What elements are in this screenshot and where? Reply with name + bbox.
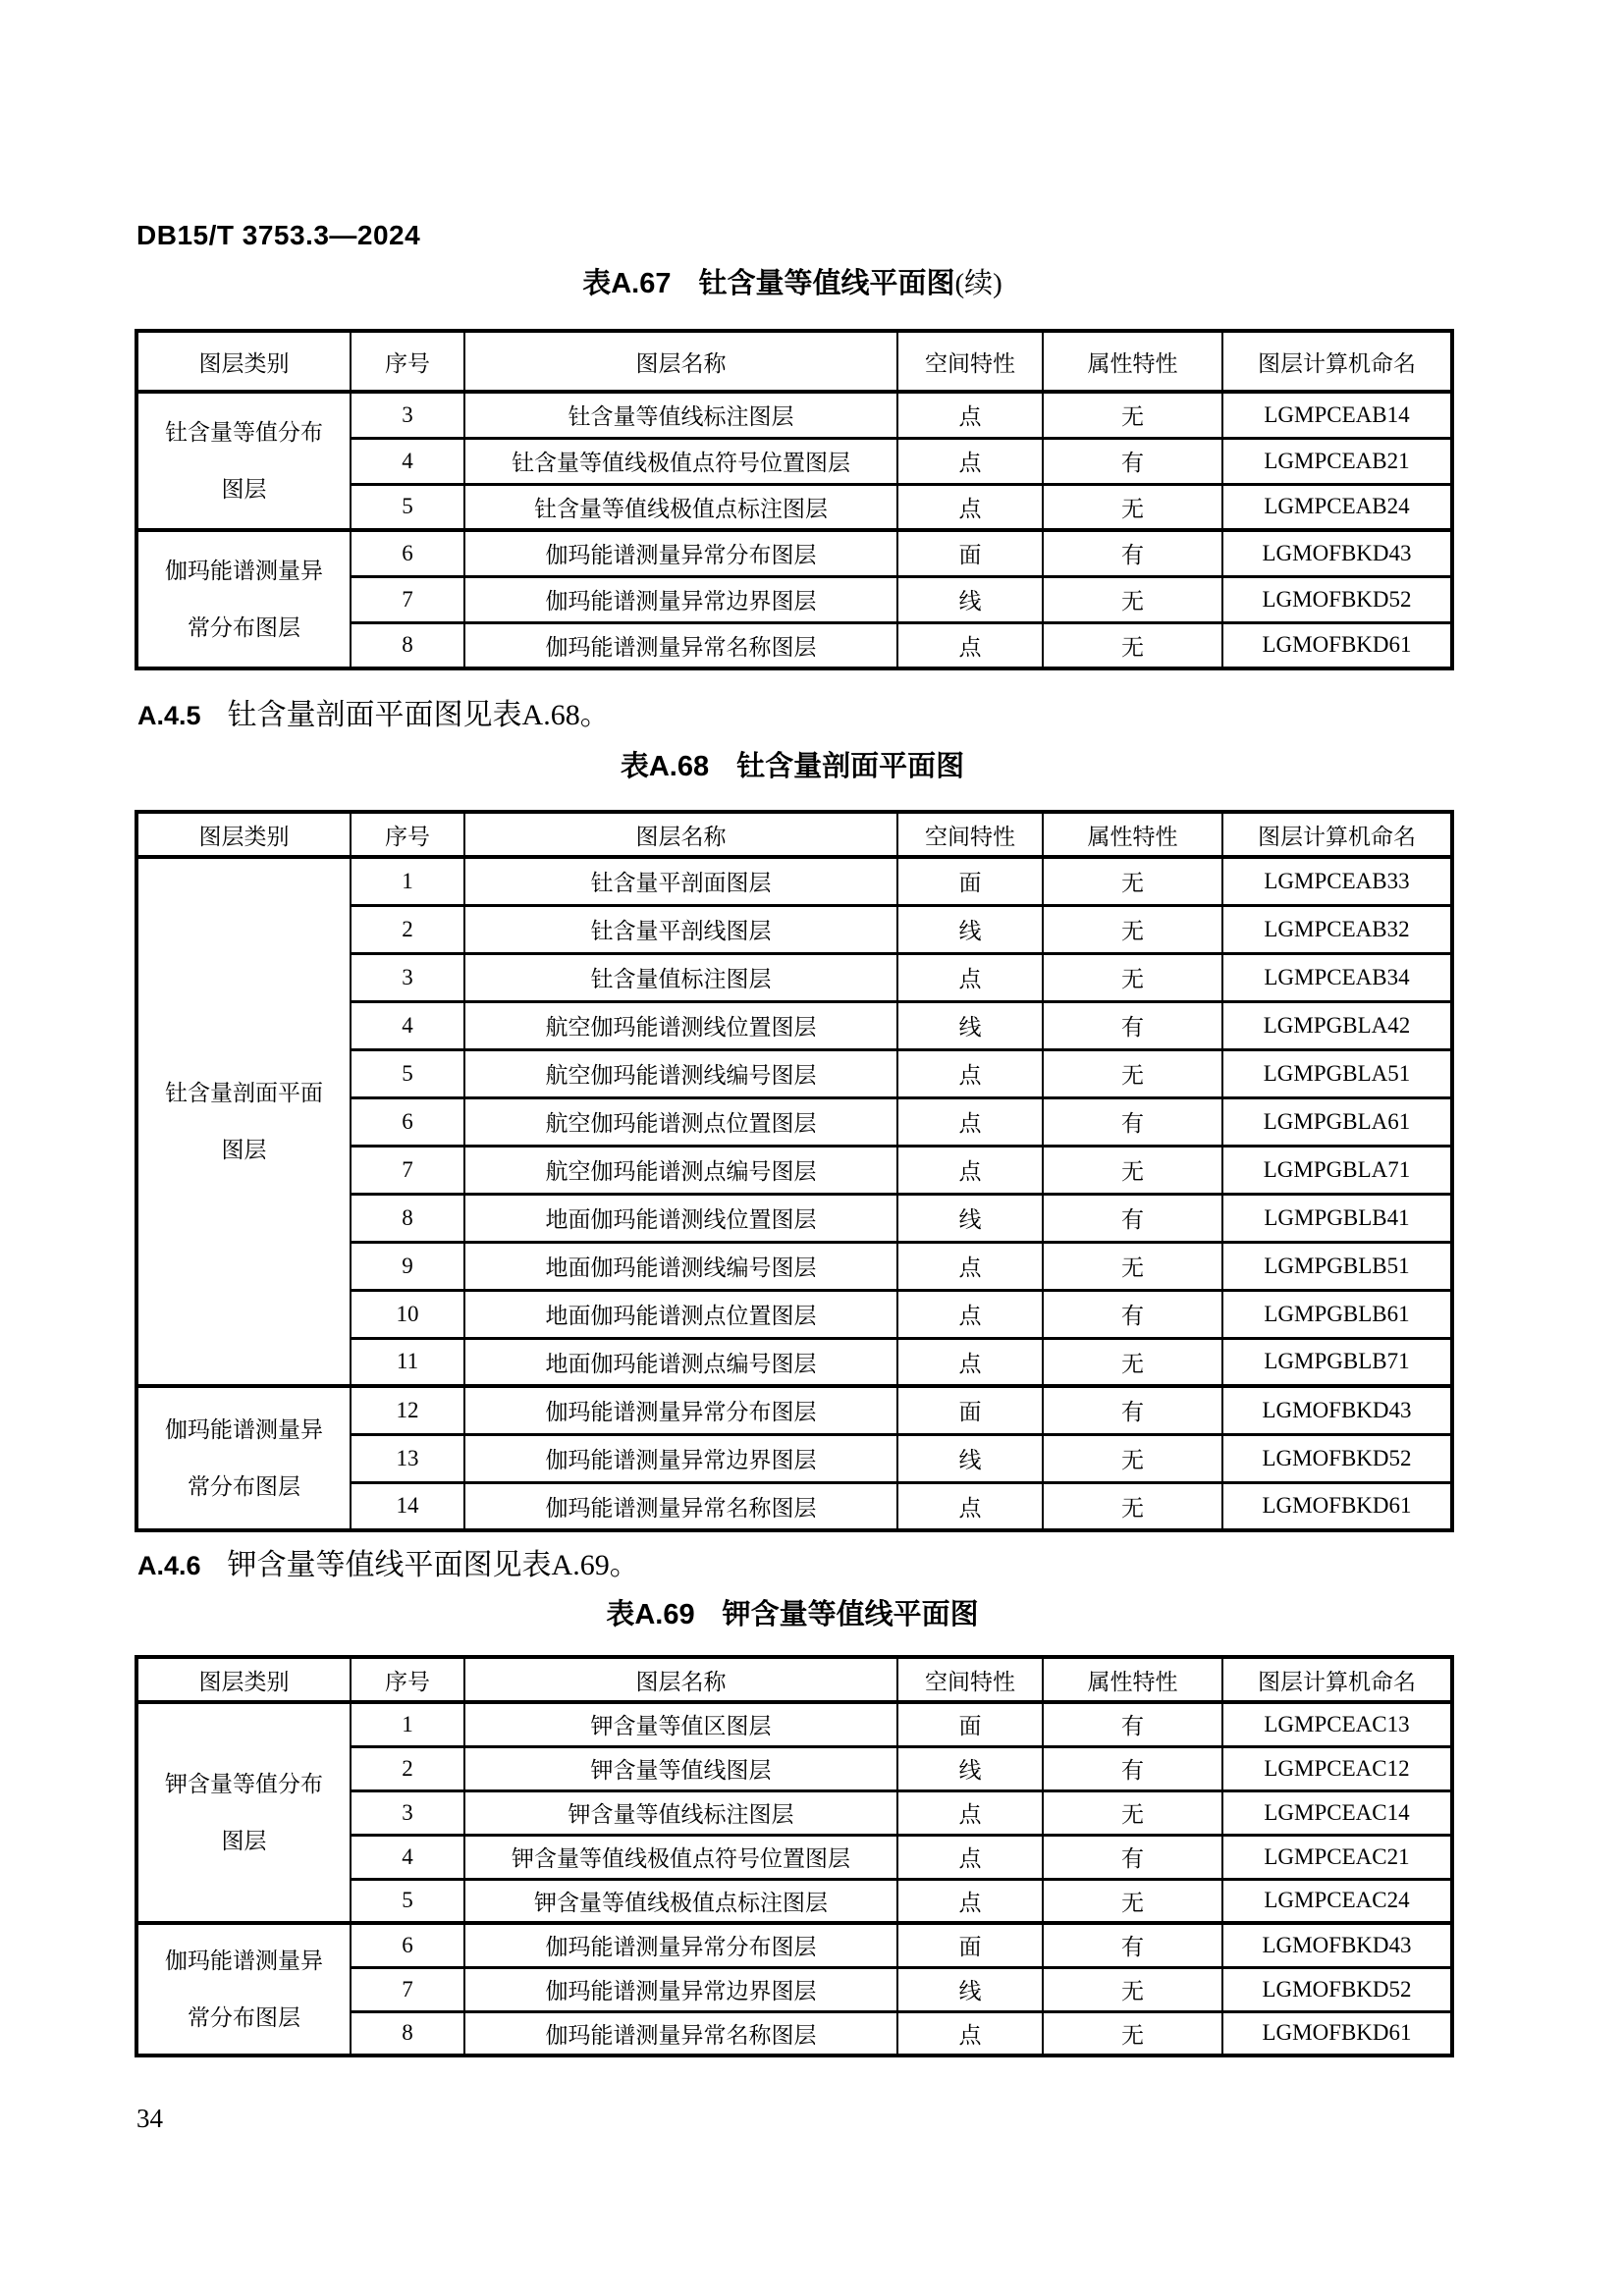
layer-name-cell: 钾含量等值线标注图层 <box>464 1790 897 1835</box>
attr-cell: 有 <box>1043 1702 1222 1746</box>
code-cell: LGMPCEAC13 <box>1222 1702 1452 1746</box>
code-cell: LGMPCEAB33 <box>1222 857 1452 905</box>
spatial-cell: 点 <box>897 484 1043 530</box>
spatial-cell: 点 <box>897 1879 1043 1923</box>
layer-category-cell: 钾含量等值分布图层 <box>136 1702 351 1923</box>
attr-cell: 有 <box>1043 1746 1222 1790</box>
layer-name-cell: 钾含量等值线极值点符号位置图层 <box>464 1835 897 1879</box>
clause-a45-number: A.4.5 <box>137 701 201 730</box>
layer-name-cell: 伽玛能谱测量异常名称图层 <box>464 622 897 668</box>
code-cell: LGMOFBKD61 <box>1222 622 1452 668</box>
table-header-row <box>136 812 1452 857</box>
column-header: 图层类别 <box>136 1657 351 1702</box>
attr-cell: 无 <box>1043 576 1222 622</box>
layer-name-cell: 钍含量等值线标注图层 <box>464 392 897 438</box>
clause-a45 <box>137 690 610 733</box>
layer-name-cell: 航空伽玛能谱测点位置图层 <box>464 1097 897 1146</box>
layer-name-cell: 伽玛能谱测量异常分布图层 <box>464 1923 897 1967</box>
layer-name-cell: 地面伽玛能谱测点编号图层 <box>464 1338 897 1386</box>
layer-name-cell: 钾含量等值线极值点标注图层 <box>464 1879 897 1923</box>
code-cell: LGMPGBLB51 <box>1222 1242 1452 1290</box>
column-header: 图层计算机命名 <box>1222 331 1452 392</box>
layer-name-cell: 伽玛能谱测量异常名称图层 <box>464 2011 897 2056</box>
layer-name-cell: 地面伽玛能谱测线位置图层 <box>464 1194 897 1242</box>
attr-cell: 有 <box>1043 1097 1222 1146</box>
layer-name-cell: 航空伽玛能谱测线编号图层 <box>464 1049 897 1097</box>
attr-cell: 无 <box>1043 1790 1222 1835</box>
page-number: 34 <box>136 2104 163 2133</box>
seq-cell: 6 <box>351 530 464 576</box>
layer-name-cell: 钍含量等值线极值点符号位置图层 <box>464 438 897 484</box>
code-cell: LGMPGBLB61 <box>1222 1290 1452 1338</box>
column-header: 图层名称 <box>464 1657 897 1702</box>
seq-cell: 5 <box>351 1879 464 1923</box>
seq-cell: 12 <box>351 1386 464 1434</box>
table-a69-label: 表A.69 <box>606 1599 695 1630</box>
seq-cell: 6 <box>351 1097 464 1146</box>
spatial-cell: 点 <box>897 1482 1043 1530</box>
code-cell: LGMPCEAC21 <box>1222 1835 1452 1879</box>
column-header: 空间特性 <box>897 1657 1043 1702</box>
seq-cell: 3 <box>351 392 464 438</box>
table-a67-wrap <box>135 329 1450 670</box>
column-header: 属性特性 <box>1043 331 1222 392</box>
seq-cell: 7 <box>351 1146 464 1194</box>
code-cell: LGMOFBKD52 <box>1222 576 1452 622</box>
seq-cell: 4 <box>351 1001 464 1049</box>
layer-name-cell: 地面伽玛能谱测点位置图层 <box>464 1290 897 1338</box>
attr-cell: 有 <box>1043 1835 1222 1879</box>
code-cell: LGMOFBKD43 <box>1222 530 1452 576</box>
column-header: 属性特性 <box>1043 1657 1222 1702</box>
layer-name-cell: 钍含量等值线极值点标注图层 <box>464 484 897 530</box>
layer-name-cell: 伽玛能谱测量异常分布图层 <box>464 530 897 576</box>
layer-name-cell: 伽玛能谱测量异常分布图层 <box>464 1386 897 1434</box>
spatial-cell: 点 <box>897 953 1043 1001</box>
standard-code: DB15/T 3753.3—2024 <box>136 220 421 250</box>
attr-cell: 有 <box>1043 1923 1222 1967</box>
table-a68-name: 钍含量剖面平面图 <box>736 751 965 782</box>
layer-name-cell: 钍含量平剖面图层 <box>464 857 897 905</box>
layer-name-cell: 航空伽玛能谱测线位置图层 <box>464 1001 897 1049</box>
spatial-cell: 线 <box>897 905 1043 953</box>
clause-a46-text: 钾含量等值线平面图见表A.69。 <box>227 1549 639 1581</box>
code-cell: LGMOFBKD43 <box>1222 1386 1452 1434</box>
spatial-cell: 线 <box>897 1434 1043 1482</box>
seq-cell: 3 <box>351 953 464 1001</box>
layer-name-cell: 钍含量值标注图层 <box>464 953 897 1001</box>
layer-category-cell: 伽玛能谱测量异常分布图层 <box>136 1923 351 2056</box>
layer-name-cell: 钾含量等值区图层 <box>464 1702 897 1746</box>
code-cell: LGMPCEAB21 <box>1222 438 1452 484</box>
code-cell: LGMOFBKD61 <box>1222 1482 1452 1530</box>
code-cell: LGMPGBLA71 <box>1222 1146 1452 1194</box>
seq-cell: 7 <box>351 576 464 622</box>
attr-cell: 有 <box>1043 530 1222 576</box>
layer-category-cell: 伽玛能谱测量异常分布图层 <box>136 1386 351 1530</box>
seq-cell: 1 <box>351 1702 464 1746</box>
code-cell: LGMPCEAB34 <box>1222 953 1452 1001</box>
seq-cell: 9 <box>351 1242 464 1290</box>
table-a67-title <box>135 261 1450 301</box>
column-header: 图层名称 <box>464 812 897 857</box>
layer-name-cell: 伽玛能谱测量异常边界图层 <box>464 576 897 622</box>
attr-cell: 无 <box>1043 1879 1222 1923</box>
spatial-cell: 点 <box>897 1338 1043 1386</box>
seq-cell: 2 <box>351 905 464 953</box>
code-cell: LGMPGBLB71 <box>1222 1338 1452 1386</box>
seq-cell: 10 <box>351 1290 464 1338</box>
layer-category-cell: 钍含量剖面平面图层 <box>136 857 351 1386</box>
column-header: 属性特性 <box>1043 812 1222 857</box>
clause-a46 <box>137 1540 639 1583</box>
table-a68-label: 表A.68 <box>620 751 710 782</box>
attr-cell: 无 <box>1043 1434 1222 1482</box>
code-cell: LGMPGBLA51 <box>1222 1049 1452 1097</box>
code-cell: LGMPGBLA42 <box>1222 1001 1452 1049</box>
table-header-row <box>136 1657 1452 1702</box>
attr-cell: 无 <box>1043 1482 1222 1530</box>
seq-cell: 4 <box>351 438 464 484</box>
attr-cell: 无 <box>1043 1242 1222 1290</box>
table-a69 <box>135 1655 1454 2057</box>
spatial-cell: 点 <box>897 438 1043 484</box>
layer-name-cell: 伽玛能谱测量异常边界图层 <box>464 1967 897 2011</box>
spatial-cell: 点 <box>897 1290 1043 1338</box>
column-header: 序号 <box>351 812 464 857</box>
attr-cell: 有 <box>1043 1194 1222 1242</box>
seq-cell: 4 <box>351 1835 464 1879</box>
layer-name-cell: 钾含量等值线图层 <box>464 1746 897 1790</box>
spatial-cell: 点 <box>897 1097 1043 1146</box>
attr-cell: 无 <box>1043 857 1222 905</box>
seq-cell: 11 <box>351 1338 464 1386</box>
code-cell: LGMPCEAB24 <box>1222 484 1452 530</box>
attr-cell: 无 <box>1043 905 1222 953</box>
spatial-cell: 点 <box>897 1049 1043 1097</box>
seq-cell: 1 <box>351 857 464 905</box>
spatial-cell: 点 <box>897 1242 1043 1290</box>
layer-name-cell: 伽玛能谱测量异常名称图层 <box>464 1482 897 1530</box>
spatial-cell: 线 <box>897 1001 1043 1049</box>
table-row <box>136 392 1452 438</box>
spatial-cell: 线 <box>897 1194 1043 1242</box>
column-header: 空间特性 <box>897 812 1043 857</box>
column-header: 图层类别 <box>136 812 351 857</box>
table-row <box>136 857 1452 905</box>
table-row <box>136 530 1452 576</box>
seq-cell: 8 <box>351 2011 464 2056</box>
attr-cell: 有 <box>1043 1386 1222 1434</box>
table-a67 <box>135 329 1454 670</box>
layer-name-cell: 伽玛能谱测量异常边界图层 <box>464 1434 897 1482</box>
spatial-cell: 面 <box>897 1386 1043 1434</box>
column-header: 序号 <box>351 1657 464 1702</box>
seq-cell: 5 <box>351 1049 464 1097</box>
column-header: 图层计算机命名 <box>1222 1657 1452 1702</box>
attr-cell: 无 <box>1043 1338 1222 1386</box>
attr-cell: 无 <box>1043 392 1222 438</box>
code-cell: LGMPCEAC24 <box>1222 1879 1452 1923</box>
seq-cell: 8 <box>351 622 464 668</box>
code-cell: LGMPCEAB32 <box>1222 905 1452 953</box>
column-header: 图层计算机命名 <box>1222 812 1452 857</box>
table-a67-label: 表A.67 <box>582 268 672 299</box>
code-cell: LGMPCEAB14 <box>1222 392 1452 438</box>
layer-category-cell: 钍含量等值分布图层 <box>136 392 351 530</box>
table-a67-continued-mark: (续) <box>954 268 1002 299</box>
table-a68-wrap <box>135 810 1450 1532</box>
seq-cell: 8 <box>351 1194 464 1242</box>
attr-cell: 无 <box>1043 484 1222 530</box>
spatial-cell: 点 <box>897 622 1043 668</box>
layer-name-cell: 航空伽玛能谱测点编号图层 <box>464 1146 897 1194</box>
table-a69-name: 钾含量等值线平面图 <box>722 1599 979 1630</box>
column-header: 序号 <box>351 331 464 392</box>
seq-cell: 13 <box>351 1434 464 1482</box>
clause-a45-text: 钍含量剖面平面图见表A.68。 <box>227 699 610 731</box>
table-a68-title <box>135 744 1450 784</box>
spatial-cell: 点 <box>897 1146 1043 1194</box>
column-header: 图层类别 <box>136 331 351 392</box>
spatial-cell: 点 <box>897 392 1043 438</box>
spatial-cell: 点 <box>897 2011 1043 2056</box>
seq-cell: 7 <box>351 1967 464 2011</box>
code-cell: LGMOFBKD61 <box>1222 2011 1452 2056</box>
table-a69-title <box>135 1592 1450 1632</box>
table-header-row <box>136 331 1452 392</box>
spatial-cell: 面 <box>897 857 1043 905</box>
table-row <box>136 1702 1452 1746</box>
code-cell: LGMPGBLA61 <box>1222 1097 1452 1146</box>
attr-cell: 有 <box>1043 1290 1222 1338</box>
clause-a46-number: A.4.6 <box>137 1551 201 1580</box>
code-cell: LGMOFBKD43 <box>1222 1923 1452 1967</box>
attr-cell: 有 <box>1043 1001 1222 1049</box>
seq-cell: 3 <box>351 1790 464 1835</box>
seq-cell: 2 <box>351 1746 464 1790</box>
attr-cell: 无 <box>1043 2011 1222 2056</box>
layer-name-cell: 钍含量平剖线图层 <box>464 905 897 953</box>
table-a68 <box>135 810 1454 1532</box>
spatial-cell: 线 <box>897 1746 1043 1790</box>
code-cell: LGMOFBKD52 <box>1222 1434 1452 1482</box>
code-cell: LGMPGBLB41 <box>1222 1194 1452 1242</box>
spatial-cell: 线 <box>897 1967 1043 2011</box>
spatial-cell: 面 <box>897 530 1043 576</box>
spatial-cell: 点 <box>897 1835 1043 1879</box>
column-header: 空间特性 <box>897 331 1043 392</box>
spatial-cell: 点 <box>897 1790 1043 1835</box>
code-cell: LGMPCEAC14 <box>1222 1790 1452 1835</box>
spatial-cell: 面 <box>897 1702 1043 1746</box>
table-a69-wrap <box>135 1655 1450 2057</box>
seq-cell: 14 <box>351 1482 464 1530</box>
spatial-cell: 面 <box>897 1923 1043 1967</box>
column-header: 图层名称 <box>464 331 897 392</box>
attr-cell: 无 <box>1043 1967 1222 2011</box>
table-row <box>136 1923 1452 1967</box>
attr-cell: 无 <box>1043 622 1222 668</box>
layer-name-cell: 地面伽玛能谱测线编号图层 <box>464 1242 897 1290</box>
code-cell: LGMOFBKD52 <box>1222 1967 1452 2011</box>
table-row <box>136 1386 1452 1434</box>
table-a67-name: 钍含量等值线平面图 <box>698 268 955 299</box>
seq-cell: 5 <box>351 484 464 530</box>
attr-cell: 无 <box>1043 1146 1222 1194</box>
layer-category-cell: 伽玛能谱测量异常分布图层 <box>136 530 351 668</box>
attr-cell: 有 <box>1043 438 1222 484</box>
attr-cell: 无 <box>1043 953 1222 1001</box>
attr-cell: 无 <box>1043 1049 1222 1097</box>
seq-cell: 6 <box>351 1923 464 1967</box>
spatial-cell: 线 <box>897 576 1043 622</box>
code-cell: LGMPCEAC12 <box>1222 1746 1452 1790</box>
